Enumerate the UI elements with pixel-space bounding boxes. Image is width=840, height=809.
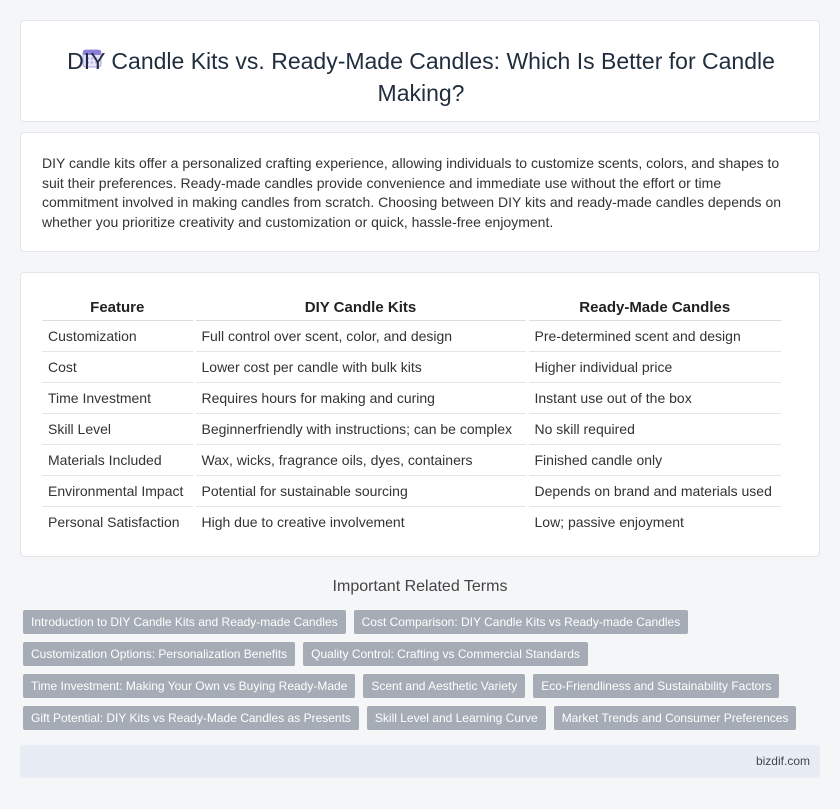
tag-row [23, 674, 813, 698]
intro-card [20, 132, 820, 252]
comparison-table [42, 295, 781, 537]
page-title: DIY Candle Kits vs. Ready-Made Candles: Which Is Better for Candle Making? [67, 48, 775, 106]
table-cell: Finished candle only [527, 444, 781, 475]
table-cell: No skill required [527, 413, 781, 444]
table-row [42, 506, 781, 537]
table-cell: Environmental Impact [42, 475, 194, 506]
table-cell: Time Investment [42, 382, 194, 413]
table-cell: Pre-determined scent and design [527, 320, 781, 351]
table-cell: Materials Included [42, 444, 194, 475]
table-header: Ready-Made Candles [527, 295, 781, 320]
table-cell: Personal Satisfaction [48, 513, 180, 530]
table-row [42, 413, 781, 444]
related-term-tag[interactable]: Gift Potential: DIY Kits vs Ready-Made Candles as Presents [23, 706, 359, 730]
related-term-tag[interactable]: Scent and Aesthetic Variety [363, 674, 525, 698]
table-cell: High due to creative involvement [194, 506, 527, 537]
table-cell: Wax, wicks, fragrance oils, dyes, containers [194, 444, 527, 475]
table-cell: Higher individual price [527, 351, 781, 382]
table-cell: Skill Level [42, 413, 194, 444]
table-cell: Beginnerfriendly with instructions; can be complex [194, 413, 527, 444]
table-cell: Requires hours for making and curing [194, 382, 527, 413]
table-cell: Low; passive enjoyment [527, 506, 781, 537]
footer-brand-link[interactable]: bizdif.com [755, 754, 810, 768]
comparison-card [20, 272, 820, 557]
related-term-tag[interactable]: Skill Level and Learning Curve [367, 706, 546, 730]
tag-row [23, 642, 813, 666]
related-term-tag[interactable]: Customization Options: Personalization Benefits [23, 642, 295, 666]
tag-row [23, 706, 813, 730]
table-header-row [42, 295, 781, 320]
table-cell: Customization [42, 320, 194, 351]
table-row [42, 444, 781, 475]
table-cell: Full control over scent, color, and design [194, 320, 527, 351]
table-row [42, 475, 781, 506]
footer [20, 745, 820, 778]
table-cell: Potential for sustainable sourcing [194, 475, 527, 506]
related-term-tag[interactable]: Time Investment: Making Your Own vs Buying Ready-Made [23, 674, 355, 698]
table-header: Feature [42, 295, 194, 320]
related-term-tag[interactable]: Eco-Friendliness and Sustainability Factors [533, 674, 779, 698]
related-term-tag[interactable]: Quality Control: Crafting vs Commercial Standards [303, 642, 588, 666]
table-row [42, 320, 781, 351]
table-header: DIY Candle Kits [194, 295, 527, 320]
table-cell: Instant use out of the box [527, 382, 781, 413]
table-row [42, 382, 781, 413]
related-term-tag[interactable]: Cost Comparison: DIY Candle Kits vs Ready-made Candles [354, 610, 689, 634]
table-cell: Depends on brand and materials used [527, 475, 781, 506]
tag-row [23, 610, 813, 634]
header-card [20, 20, 820, 122]
table-cell: Cost [42, 351, 194, 382]
table-cell: Lower cost per candle with bulk kits [194, 351, 527, 382]
table-row [42, 351, 781, 382]
related-terms-title: Important Related Terms [332, 578, 508, 595]
related-terms-list [23, 610, 813, 738]
intro-text: DIY candle kits offer a personalized crafting experience, allowing individuals to customize scents, colors, and shapes to suit their preferences. Ready-made candles provide convenience and immediate use without the effort or time commitment involved in making candles from scratch. Choosing between DIY kits and ready-made candles depends on whether you prioritize creativity and customization or quick, hassle-free enjoyment. [42, 155, 782, 230]
related-term-tag[interactable]: Market Trends and Consumer Preferences [554, 706, 797, 730]
related-term-tag[interactable]: Introduction to DIY Candle Kits and Ready-made Candles [23, 610, 346, 634]
